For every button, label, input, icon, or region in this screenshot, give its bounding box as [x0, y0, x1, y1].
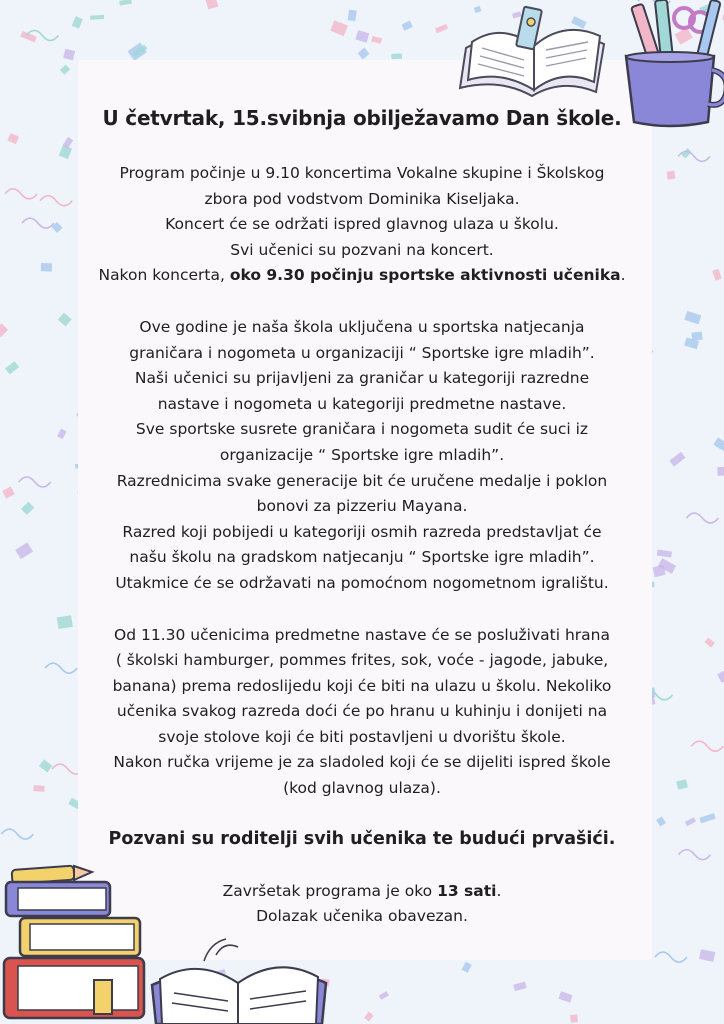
confetti-squiggle [679, 850, 711, 860]
confetti-piece [371, 36, 382, 44]
text-line: (kod glavnog ulaza). [283, 779, 441, 798]
confetti-piece [684, 311, 701, 324]
text-segment: . [496, 881, 502, 900]
text-line: zbora pod vodstvom Dominika Kiseljaka. [204, 189, 520, 208]
text-line [62, 263, 662, 289]
text-line: Ove godine je naša škola uključena u sportska natjecanja [139, 317, 585, 336]
confetti-piece [570, 1014, 578, 1022]
confetti-piece [669, 452, 685, 467]
confetti-squiggle [22, 218, 54, 228]
confetti-piece [33, 785, 44, 791]
confetti-piece [391, 53, 402, 59]
text-line: Nakon ručka vrijeme je za sladoled koji će se dijeliti ispred škole [113, 753, 611, 772]
confetti-piece [2, 486, 15, 498]
confetti-piece [205, 0, 218, 9]
confetti-piece [348, 10, 357, 22]
confetti-piece [5, 361, 19, 374]
notice-content [62, 92, 662, 956]
confetti-piece [72, 16, 83, 28]
text-line: Dolazak učenika obavezan. [256, 907, 468, 926]
confetti-piece [379, 991, 389, 1000]
confetti-squiggle [1, 829, 33, 839]
confetti-piece [692, 332, 703, 341]
confetti-piece [712, 269, 722, 281]
closing-paragraph [62, 879, 662, 930]
notice-title: U četvrtak, 15.svibnja obilježavamo Dan škole. [102, 106, 622, 130]
text-line: Razred koji pobijedi u kategoriji osmih razreda predstavljat će [122, 522, 602, 541]
text-segment: Završetak programa je oko [222, 881, 438, 900]
open-book-icon [458, 0, 610, 100]
text-segment: Nakon koncerta, [98, 266, 230, 285]
confetti-piece [63, 49, 75, 60]
confetti-piece [717, 466, 724, 475]
confetti-piece [0, 323, 8, 337]
text-line: bonovi za pizzeriu Mayana. [256, 497, 468, 516]
text-line: nastave i nogometa u kategoriji predmetne nastave. [157, 394, 567, 413]
confetti-piece [119, 0, 132, 6]
confetti-piece [705, 638, 715, 648]
confetti-piece [401, 21, 412, 31]
text-line: organizacije “ Sportske igre mladih”. [219, 445, 505, 464]
text-segment: . [620, 266, 626, 285]
text-line: učenika svakog razreda doći će po hranu u kuhinju i donijeti na [116, 702, 608, 721]
confetti-piece [667, 171, 676, 180]
confetti-squiggle [686, 513, 718, 523]
confetti-squiggle [691, 741, 723, 751]
confetti-piece [559, 991, 573, 1002]
text-line: banana) prema redoslijedu koji će biti na ulazu u školu. Nekoliko [112, 676, 612, 695]
confetti-piece [330, 20, 348, 36]
confetti-squiggle [678, 151, 710, 161]
text-line: graničara i nogometa u organizaciji “ Sportske igre mladih”. [129, 343, 595, 362]
text-line: Koncert će se održati ispred glavnog ulaza u školu. [165, 215, 559, 234]
text-line: Naši učenici su prijavljeni za graničar u kategoriji razredne [134, 369, 590, 388]
confetti-piece [685, 817, 696, 826]
confetti-squiggle [19, 477, 51, 487]
confetti-piece [713, 437, 724, 452]
confetti-piece [364, 1012, 374, 1022]
text-line: Sve sportske susrete graničara i nogometa sudit će suci iz [135, 420, 589, 439]
confetti-piece [699, 949, 715, 962]
text-line: Razrednicima svake generacije bit će uručene medalje i poklon [116, 471, 608, 490]
confetti-piece [699, 813, 715, 823]
confetti-piece [513, 982, 526, 992]
food-paragraph [62, 623, 662, 802]
confetti-piece [39, 759, 52, 772]
invitation-line: Pozvani su roditelji svih učenika te budući prvašići. [108, 828, 616, 849]
confetti-piece [15, 542, 33, 559]
confetti-piece [717, 671, 724, 683]
confetti-piece [7, 133, 19, 144]
confetti-piece [461, 962, 471, 973]
text-line: Utakmice će se održavati na pomoćnom nogometnom igralištu. [115, 573, 609, 592]
text-line: Program počinje u 9.10 koncertima Vokalne skupine i Školskog [119, 164, 605, 182]
text-line: ( školski hamburger, pommes frites, sok, voće - jagode, jabuke, [115, 651, 609, 670]
text-line: Svi učenici su pozvani na koncert. [230, 240, 494, 259]
text-line: Od 11.30 učenicima predmetne nastave će se posluživati hrana [114, 625, 610, 644]
confetti-piece [355, 30, 369, 43]
text-line: našu školu na gradskom natjecanju “ Sportske igre mladih”. [129, 548, 595, 567]
text-line [62, 879, 662, 905]
sports-paragraph [62, 315, 662, 597]
end-time-highlight: 13 sati [437, 881, 497, 900]
confetti-piece [41, 263, 52, 272]
confetti-piece [60, 65, 70, 75]
text-line: svoje stolove koji će biti postavljeni u dvorištu škole. [158, 727, 566, 746]
confetti-piece [90, 15, 104, 20]
confetti-squiggle [5, 189, 37, 199]
confetti-piece [435, 24, 448, 33]
sports-time-highlight: oko 9.30 počinju sportske aktivnosti učenika [229, 266, 621, 285]
confetti-piece [358, 48, 370, 60]
confetti-piece [676, 779, 688, 789]
confetti-piece [21, 502, 34, 515]
program-paragraph [62, 161, 662, 289]
